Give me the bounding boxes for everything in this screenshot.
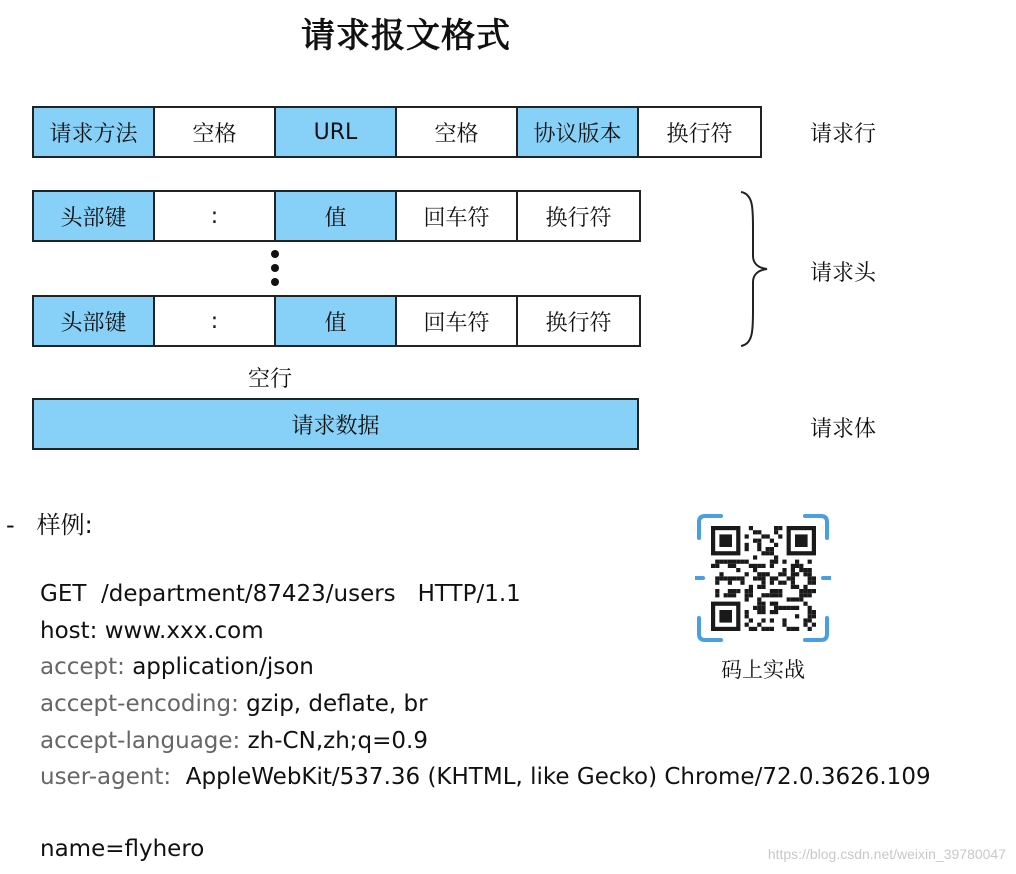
code-request-line: GET /department/87423/users HTTP/1.1 bbox=[40, 581, 521, 607]
cell-segment: 值 bbox=[276, 192, 397, 240]
code-header-line bbox=[40, 654, 314, 680]
cell-segment: 头部键 bbox=[34, 192, 155, 240]
cell-segment: 头部键 bbox=[34, 297, 155, 345]
code-header-line bbox=[40, 618, 264, 644]
code-header-line bbox=[40, 728, 428, 754]
cell-segment: 换行符 bbox=[666, 121, 733, 147]
header-value: zh-CN,zh;q=0.9 bbox=[240, 728, 428, 754]
header-row bbox=[32, 295, 641, 347]
cell-segment: 换行符 bbox=[545, 205, 612, 231]
cell-segment: URL bbox=[276, 108, 397, 156]
code-header-line bbox=[40, 691, 428, 717]
cell-segment: 协议版本 bbox=[518, 108, 639, 156]
example-heading bbox=[6, 505, 93, 540]
example-title: 样例: bbox=[36, 511, 93, 539]
qr-code-icon bbox=[695, 512, 831, 644]
request-line-row bbox=[32, 106, 762, 158]
watermark: https://blog.csdn.net/weixin_39780047 bbox=[767, 846, 1006, 862]
header-label: 请求头 bbox=[810, 261, 877, 286]
cell-colon: : bbox=[155, 297, 276, 345]
header-key: accept-encoding: bbox=[40, 691, 239, 717]
code-body-line: name=flyhero bbox=[40, 836, 205, 862]
header-key: accept: bbox=[40, 654, 125, 680]
cell-segment: 回车符 bbox=[397, 297, 518, 345]
cell-colon: : bbox=[155, 192, 276, 240]
cell-segment: 值 bbox=[276, 297, 397, 345]
curly-brace-icon bbox=[735, 188, 775, 350]
request-line-label: 请求行 bbox=[810, 122, 877, 147]
header-value: AppleWebKit/537.36 (KHTML, like Gecko) Chrome/72.0.3626.109 bbox=[171, 764, 931, 790]
header-key: user-agent: bbox=[40, 764, 172, 790]
cell-segment: 空格 bbox=[155, 108, 276, 156]
list-dash: - bbox=[6, 511, 15, 539]
empty-line-label: 空行 bbox=[248, 367, 293, 392]
header-value: gzip, deflate, br bbox=[238, 691, 428, 717]
header-value: application/json bbox=[124, 654, 314, 680]
code-header-line bbox=[40, 764, 931, 790]
request-body-label: 请求体 bbox=[810, 417, 877, 442]
vertical-ellipsis-icon bbox=[268, 250, 282, 292]
header-value: www.xxx.com bbox=[97, 618, 264, 644]
cell-segment: 请求方法 bbox=[34, 108, 155, 156]
cell-segment: 空格 bbox=[397, 108, 518, 156]
request-body-bar: 请求数据 bbox=[32, 398, 639, 450]
cell-segment: 回车符 bbox=[397, 192, 518, 240]
diagram-title: 请求报文格式 bbox=[301, 16, 511, 56]
header-key: accept-language: bbox=[40, 728, 241, 754]
header-row bbox=[32, 190, 641, 242]
cell-segment: 换行符 bbox=[545, 310, 612, 336]
qr-caption: 码上实战 bbox=[721, 658, 805, 682]
header-key: host: bbox=[40, 618, 98, 644]
